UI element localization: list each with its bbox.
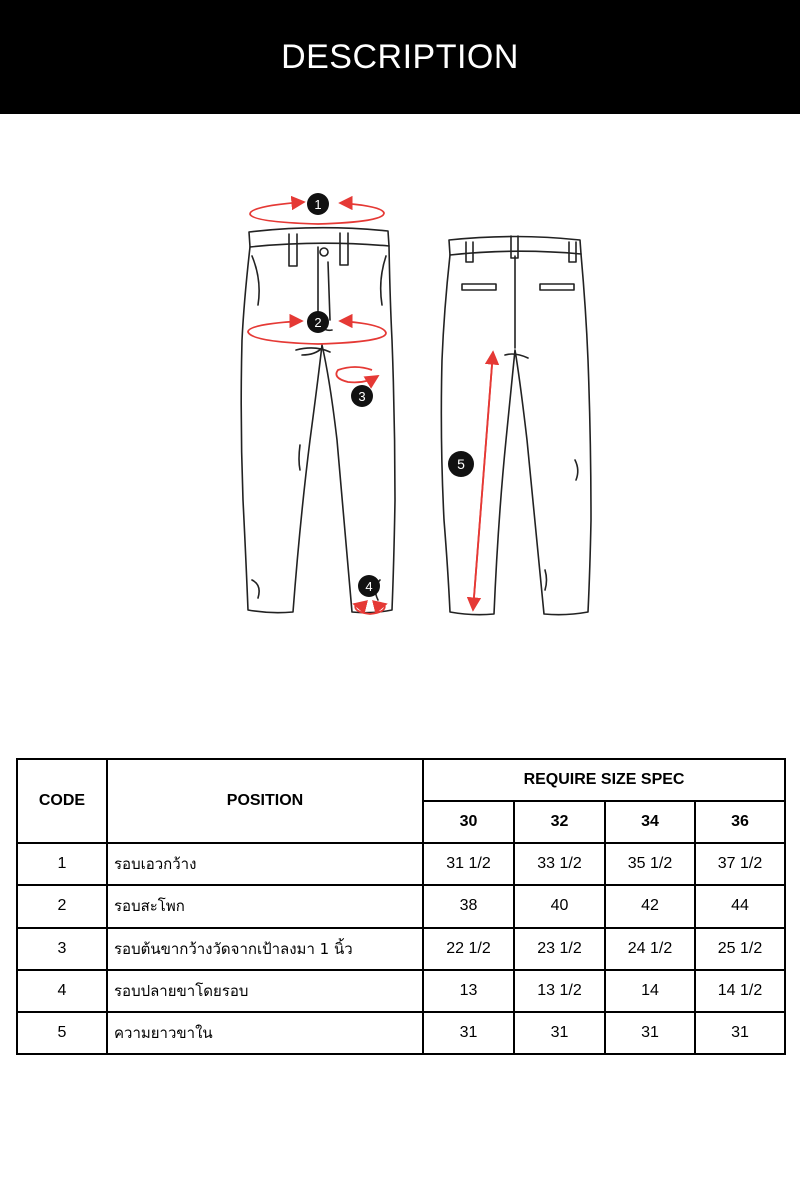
page-header — [0, 0, 800, 114]
pants-front-view — [241, 228, 395, 613]
row-value: 31 — [423, 1012, 514, 1054]
row-value: 23 1/2 — [514, 928, 605, 970]
marker-4 — [358, 575, 380, 597]
marker-2 — [307, 311, 329, 333]
row-value: 40 — [514, 885, 605, 927]
svg-text:4: 4 — [365, 579, 373, 594]
row-value: 44 — [695, 885, 785, 927]
svg-text:1: 1 — [314, 197, 322, 212]
row-position: รอบปลายขาโดยรอบ — [107, 970, 423, 1012]
row-value: 25 1/2 — [695, 928, 785, 970]
pants-diagram — [0, 114, 800, 654]
row-code: 2 — [17, 885, 107, 927]
row-value: 38 — [423, 885, 514, 927]
row-position: รอบเอวกว้าง — [107, 843, 423, 885]
marker-1 — [307, 193, 329, 215]
row-code: 3 — [17, 928, 107, 970]
spec-header: REQUIRE SIZE SPEC — [423, 759, 785, 801]
position-header: POSITION — [107, 759, 423, 843]
svg-text:2: 2 — [314, 315, 322, 330]
code-header: CODE — [17, 759, 107, 843]
row-value: 13 — [423, 970, 514, 1012]
row-value: 35 1/2 — [605, 843, 695, 885]
size-header-34: 34 — [605, 801, 695, 843]
table-row — [17, 885, 785, 927]
size-header-30: 30 — [423, 801, 514, 843]
row-value: 37 1/2 — [695, 843, 785, 885]
row-position: ความยาวขาใน — [107, 1012, 423, 1054]
table-row — [17, 843, 785, 885]
marker-5 — [448, 451, 474, 477]
row-value: 14 — [605, 970, 695, 1012]
row-value: 31 — [605, 1012, 695, 1054]
table-row — [17, 928, 785, 970]
pants-back-view — [441, 236, 591, 615]
page-title: DESCRIPTION — [281, 37, 519, 76]
row-position: รอบสะโพก — [107, 885, 423, 927]
row-code: 5 — [17, 1012, 107, 1054]
row-value: 31 — [514, 1012, 605, 1054]
row-value: 31 — [695, 1012, 785, 1054]
row-value: 42 — [605, 885, 695, 927]
size-spec-table — [16, 758, 786, 1055]
table-row — [17, 970, 785, 1012]
row-value: 33 1/2 — [514, 843, 605, 885]
row-position: รอบต้นขากว้างวัดจากเป้าลงมา 1 นิ้ว — [107, 928, 423, 970]
marker-3 — [351, 385, 373, 407]
row-code: 4 — [17, 970, 107, 1012]
svg-text:5: 5 — [457, 456, 465, 472]
row-value: 24 1/2 — [605, 928, 695, 970]
table-row — [17, 1012, 785, 1054]
row-value: 22 1/2 — [423, 928, 514, 970]
row-value: 31 1/2 — [423, 843, 514, 885]
svg-text:3: 3 — [358, 389, 366, 404]
row-value: 14 1/2 — [695, 970, 785, 1012]
size-header-32: 32 — [514, 801, 605, 843]
row-code: 1 — [17, 843, 107, 885]
row-value: 13 1/2 — [514, 970, 605, 1012]
measurement-arrows — [248, 202, 493, 614]
size-header-36: 36 — [695, 801, 785, 843]
